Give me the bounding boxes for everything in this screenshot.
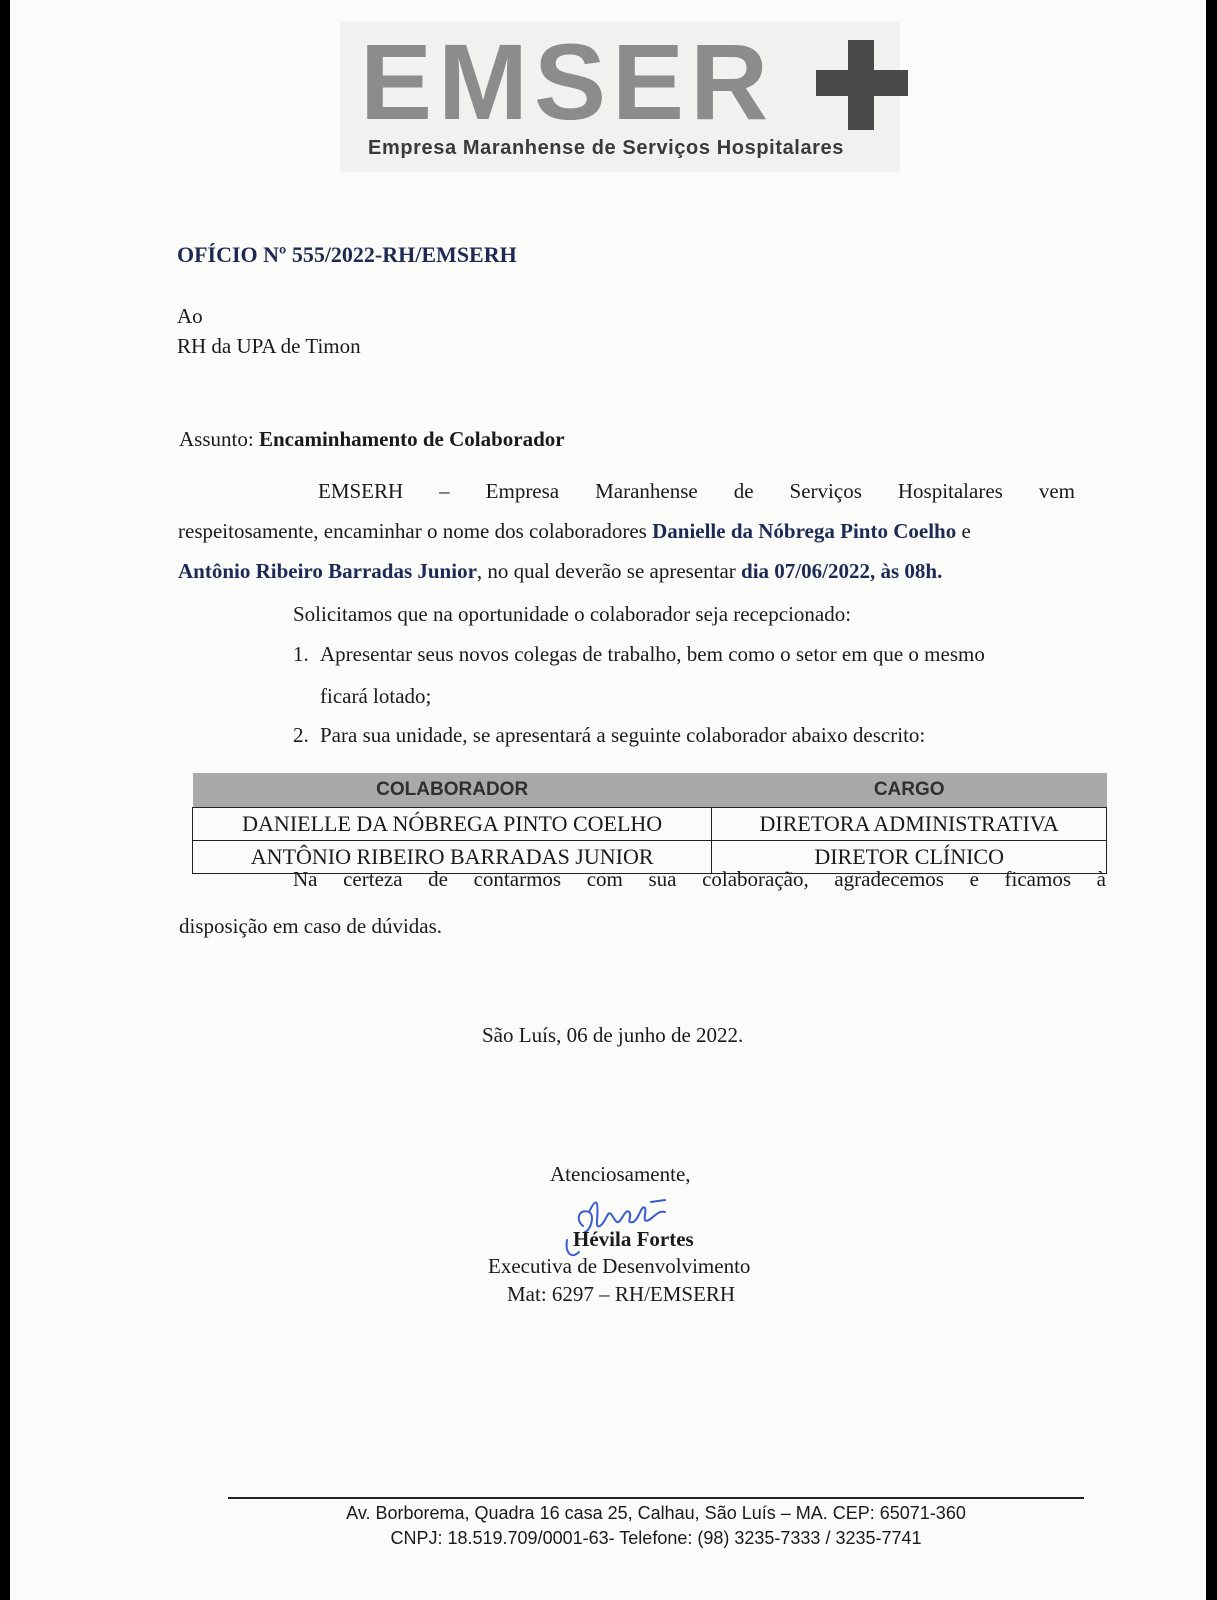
list-item-1-number: 1. bbox=[293, 642, 309, 666]
table-header-row bbox=[193, 773, 1107, 808]
p1-word: Empresa bbox=[485, 479, 560, 503]
collaborator-name-2: Antônio Ribeiro Barradas Junior bbox=[178, 559, 477, 583]
table-cell-name: DANIELLE DA NÓBREGA PINTO COELHO bbox=[193, 808, 712, 841]
subject-line bbox=[179, 426, 565, 452]
p1-word: de bbox=[733, 479, 754, 503]
closing-word: ficamos bbox=[1004, 867, 1071, 891]
p1-text-2: , no qual deverão se apresentar bbox=[476, 559, 742, 583]
closing-line-2: disposição em caso de dúvidas. bbox=[179, 914, 443, 938]
closing-word: sua bbox=[648, 867, 677, 891]
paragraph-1-line-2 bbox=[178, 518, 971, 544]
greeting: Atenciosamente, bbox=[550, 1162, 691, 1186]
table-cell-name: ANTÔNIO RIBEIRO BARRADAS JUNIOR bbox=[193, 841, 712, 874]
recipient-line-2: RH da UPA de Timon bbox=[177, 334, 361, 358]
p1-text-end: e bbox=[956, 519, 971, 543]
document-page bbox=[10, 0, 1206, 1600]
signatory-registration: Mat: 6297 – RH/EMSERH bbox=[507, 1282, 736, 1306]
p1-word: EMSERH bbox=[318, 479, 404, 503]
p1-word: Maranhense bbox=[595, 479, 698, 503]
subject-label: Assunto: bbox=[179, 427, 254, 451]
logo-company-name: Empresa Maranhense de Serviços Hospitalares bbox=[368, 137, 845, 159]
table-header-collaborator: COLABORADOR bbox=[193, 773, 712, 808]
closing-word: com bbox=[586, 867, 623, 891]
table-header-role: CARGO bbox=[712, 773, 1107, 808]
closing-word: colaboração, bbox=[702, 867, 809, 891]
closing-line-1 bbox=[293, 866, 1106, 892]
collaborator-name-1: Danielle da Nóbrega Pinto Coelho bbox=[652, 519, 957, 543]
presentation-date: dia 07/06/2022, às 08h. bbox=[741, 559, 943, 583]
logo-plus-icon-vertical bbox=[848, 40, 874, 130]
p1-word: Hospitalares bbox=[897, 479, 1003, 503]
list-item-2-text: Para sua unidade, se apresentará a seguinte colaborador abaixo descrito: bbox=[320, 723, 926, 747]
paragraph-1-line-3 bbox=[178, 558, 942, 584]
table-row bbox=[193, 808, 1107, 841]
closing-word: agradecemos bbox=[834, 867, 944, 891]
p1-word: vem bbox=[1038, 479, 1075, 503]
closing-word: contarmos bbox=[473, 867, 562, 891]
logo-wordmark: EMSER bbox=[360, 21, 775, 142]
footer-divider bbox=[228, 1497, 1084, 1499]
closing-word: de bbox=[428, 867, 448, 891]
closing-word: à bbox=[1096, 867, 1106, 891]
p1-text: respeitosamente, encaminhar o nome dos colaboradores bbox=[178, 519, 653, 543]
list-item-2-number: 2. bbox=[293, 723, 309, 747]
signatory-name: Hévila Fortes bbox=[573, 1227, 694, 1251]
p1-word: – bbox=[439, 479, 450, 503]
recipient-line-1: Ao bbox=[177, 304, 203, 328]
closing-word: Na bbox=[293, 867, 318, 891]
document-title: OFÍCIO Nº 555/2022-RH/EMSERH bbox=[177, 242, 517, 267]
footer-contact: CNPJ: 18.519.709/0001-63- Telefone: (98) 3235-7333 / 3235-7741 bbox=[390, 1528, 922, 1548]
p1-word: Serviços bbox=[789, 479, 862, 503]
closing-word: certeza bbox=[343, 867, 403, 891]
closing-word: e bbox=[969, 867, 979, 891]
list-item-1-text-cont: ficará lotado; bbox=[320, 684, 432, 708]
paragraph-1-line-1 bbox=[318, 478, 1075, 504]
table-cell-role: DIRETORA ADMINISTRATIVA bbox=[712, 808, 1107, 841]
list-item-1-text: Apresentar seus novos colegas de trabalho, bem como o setor em que o mesmo bbox=[320, 642, 985, 666]
date-line: São Luís, 06 de junho de 2022. bbox=[482, 1023, 744, 1047]
table-cell-role: DIRETOR CLÍNICO bbox=[712, 841, 1107, 874]
signatory-role: Executiva de Desenvolvimento bbox=[488, 1254, 751, 1278]
subject-value: Encaminhamento de Colaborador bbox=[258, 427, 565, 451]
footer-address: Av. Borborema, Quadra 16 casa 25, Calhau, São Luís – MA. CEP: 65071-360 bbox=[346, 1503, 966, 1523]
collaborator-table bbox=[192, 773, 1107, 874]
request-line: Solicitamos que na oportunidade o colaborador seja recepcionado: bbox=[293, 602, 852, 626]
